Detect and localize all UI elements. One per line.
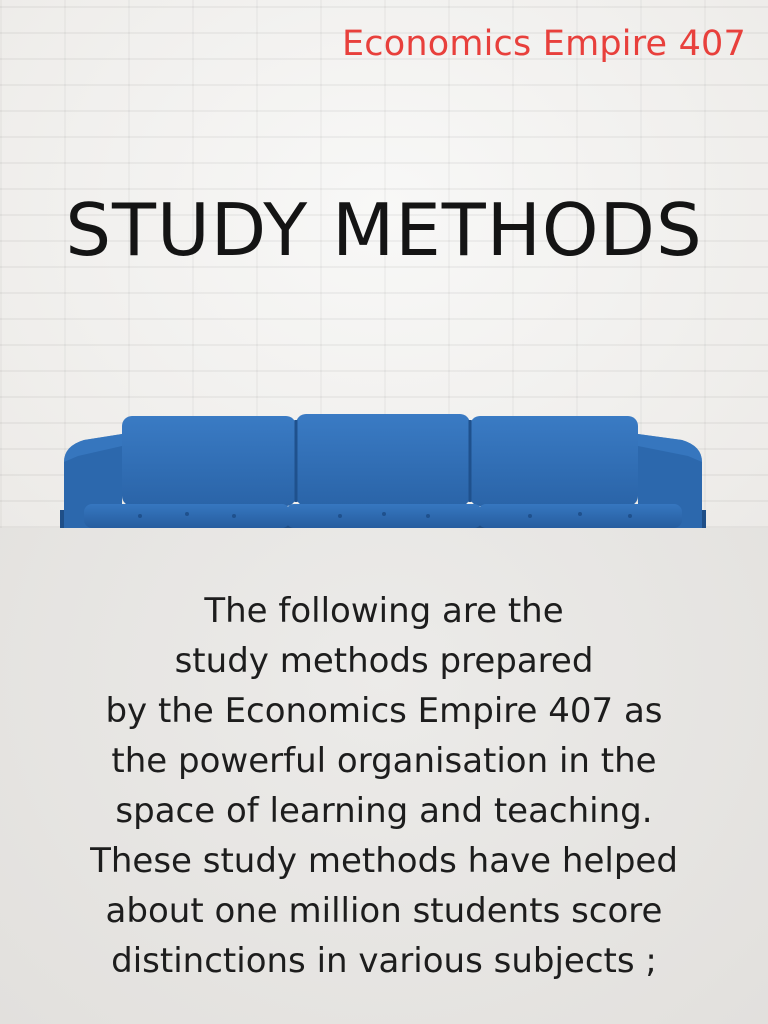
description-line: by the Economics Empire 407 as (105, 691, 663, 731)
description-line: These study methods have helped (90, 841, 678, 881)
description-text (0, 586, 768, 986)
description-line: space of learning and teaching. (115, 791, 653, 831)
description-line: distinctions in various subjects ; (111, 941, 657, 981)
page-title: STUDY METHODS (65, 188, 703, 272)
description-line: study methods prepared (174, 641, 594, 681)
description-line: the powerful organisation in the (111, 741, 657, 781)
description-line: about one million students score (105, 891, 663, 931)
brand-name: Economics Empire 407 (341, 24, 746, 64)
blue-sofa-image (60, 410, 706, 528)
description-section (0, 528, 768, 1024)
description-line: The following are the (204, 591, 564, 631)
